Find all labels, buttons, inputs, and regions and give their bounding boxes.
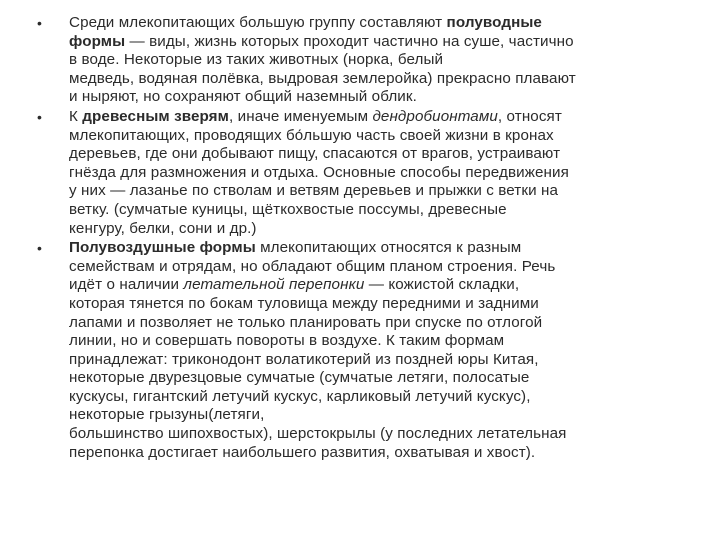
text-line <box>69 164 672 183</box>
text-line <box>69 295 672 314</box>
text-run: деревьев, где они добывают пищу, спасаются от врагов, устраивают <box>69 145 561 163</box>
text-line <box>69 351 672 370</box>
text-run: некоторые двурезцовые сумчатые (сумчатые летяги, полосатые <box>69 369 530 387</box>
bullet-item <box>0 108 720 238</box>
text-run: у них — лазанье по стволам и ветвям деревьев и прыжки с ветки на <box>69 182 559 200</box>
text-run: лапами и позволяет не только планировать при спуске по отлогой <box>69 313 543 331</box>
text-line <box>69 182 672 201</box>
text-line <box>69 108 672 127</box>
text-line <box>69 88 672 107</box>
text-line <box>69 239 672 258</box>
text-line <box>69 314 672 333</box>
text-line <box>69 145 672 164</box>
text-run: большинство шипохвостых), шерстокрылы (у последних летательная <box>69 425 567 443</box>
text-run: — виды, жизнь которых проходит частично на суше, частично <box>125 32 574 50</box>
bold-term: Полувоздушные формы <box>69 239 256 257</box>
text-run: кенгуру, белки, сони и др.) <box>69 219 257 237</box>
italic-term: летательной перепонки <box>183 276 365 294</box>
text-line <box>69 33 672 52</box>
bullet-item <box>0 14 720 107</box>
text-run: некоторые грызуны(летяги, <box>69 406 265 424</box>
text-line <box>69 332 672 351</box>
text-line <box>69 220 672 239</box>
text-run: гнёзда для размножения и отдыха. Основные способы передвижения <box>69 163 569 181</box>
text-run: Среди млекопитающих большую группу составляют <box>69 14 447 31</box>
text-run: К <box>69 107 83 125</box>
text-run: идёт о наличии <box>69 276 184 294</box>
text-line <box>69 406 672 425</box>
text-line <box>69 444 672 463</box>
text-run: которая тянется по бокам туловища между передними и задними <box>69 294 539 312</box>
text-line <box>69 258 672 277</box>
text-run: медведь, водяная полёвка, выдровая землеройка) прекрасно плавают <box>69 69 576 87</box>
text-line <box>69 425 672 444</box>
text-line <box>69 14 672 33</box>
text-run: ветку. (сумчатые куницы, щёткохвостые поссумы, древесные <box>69 200 507 218</box>
bullet-item <box>0 239 720 462</box>
text-line <box>69 127 672 146</box>
text-line <box>69 201 672 220</box>
text-run: перепонка достигает наибольшего развития, охватывая и хвост). <box>69 443 536 461</box>
bullet-marker: • <box>37 15 43 31</box>
text-run: млекопитающих относятся к разным <box>255 239 522 257</box>
text-run: , относят <box>497 107 562 125</box>
text-line <box>69 70 672 89</box>
bold-term: формы <box>69 32 126 50</box>
text-run: кускусы, гигантский летучий кускус, карликовый летучий кускус), <box>69 387 531 405</box>
text-run: семействам и отрядам, но обладают общим планом строения. Речь <box>69 257 556 275</box>
text-run: линии, но и совершать повороты в воздухе. К таким формам <box>69 332 505 350</box>
text-run: и ныряют, но сохраняют общий наземный облик. <box>69 88 417 106</box>
text-run: , иначе именуемым <box>228 107 373 125</box>
text-run: млекопитающих, проводящих бо́льшую часть своей жизни в кронах <box>69 126 554 144</box>
text-line <box>69 369 672 388</box>
bullet-list <box>0 14 720 462</box>
text-run: в воде. Некоторые из таких животных (норка, белый <box>69 51 444 69</box>
bold-term: древесным зверям <box>82 107 229 125</box>
bullet-marker: • <box>37 108 43 125</box>
text-line <box>69 276 672 295</box>
text-line <box>69 388 672 407</box>
text-run: — кожистой складки, <box>364 276 520 294</box>
text-line <box>69 51 672 70</box>
bullet-marker: • <box>37 240 43 257</box>
italic-term: дендробионтами <box>372 107 498 125</box>
text-run: принадлежат: триконодонт волатикотерий из поздней юры Китая, <box>69 350 539 368</box>
bold-term: полуводные <box>446 14 542 31</box>
